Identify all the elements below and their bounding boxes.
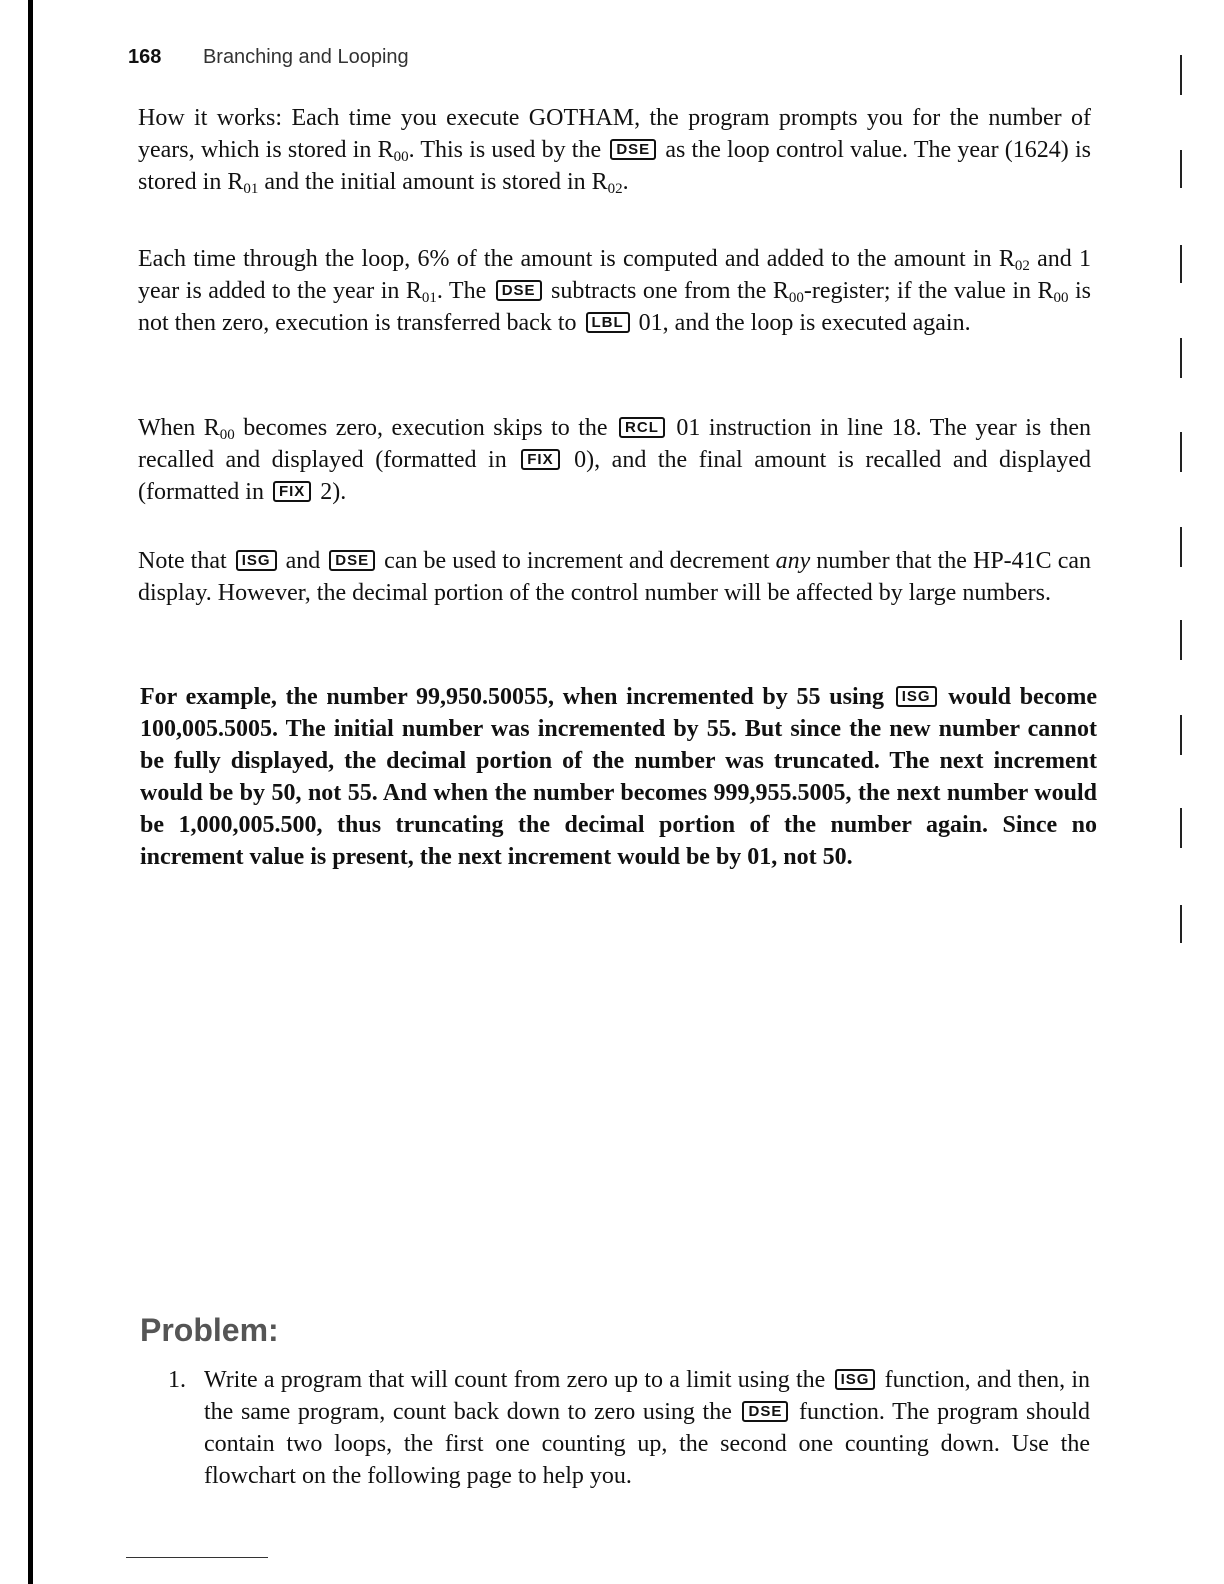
text-run: subtracts one from the R: [544, 278, 789, 304]
fix-key-icon: FIX: [273, 481, 311, 502]
text-run: and: [279, 548, 327, 574]
register-subscript: 01: [421, 290, 437, 306]
fix-key-icon: FIX: [521, 449, 559, 470]
text-run: . The: [436, 278, 493, 304]
text-run: When R: [138, 415, 220, 441]
paragraph-loop-description: [138, 243, 1091, 339]
dse-key-icon: DSE: [496, 280, 542, 301]
text-run: 01 instruction in line 18. The year is then recalled and displayed (formatted in: [138, 415, 1092, 473]
problem-item-number: 1.: [168, 1367, 186, 1393]
dse-key-icon: DSE: [610, 139, 656, 160]
emphasis: any: [775, 548, 811, 574]
text-run: -register; if the value in R: [803, 278, 1054, 304]
dse-key-icon: DSE: [742, 1401, 788, 1422]
section-title: Branching and Looping: [202, 46, 409, 68]
text-run: function. The program should contain two loops, the first one counting up, the second one counting down. Use the flowchart on the following page to help you.: [204, 1399, 1091, 1489]
lbl-key-icon: LBL: [586, 312, 630, 333]
text-run: 01, and the loop is executed again.: [632, 310, 971, 336]
isg-key-icon: ISG: [835, 1369, 876, 1390]
paragraph-loop-exit: [138, 412, 1091, 508]
text-run: . This is used by the: [408, 137, 608, 163]
text-run: Note that: [138, 548, 233, 574]
text-run: For example, the number 99,950.50055, when incremented by 55 using: [140, 684, 893, 710]
text-run: function, and then, in the same program, count back down to zero using the: [204, 1367, 1091, 1425]
page-header: [128, 46, 409, 69]
text-run: and the initial amount is stored in R: [258, 169, 608, 195]
register-subscript: 02: [1014, 258, 1030, 274]
page-number: 168: [128, 46, 162, 68]
text-run: How it works: Each time you execute GOTHAM, the program prompts you for the number of years, which is stored in R: [138, 105, 1091, 163]
text-run: can be used to increment and decrement: [378, 548, 776, 574]
paragraph-example: [140, 681, 1097, 873]
text-run: as the loop control value. The year (1624) is stored in R: [138, 137, 1091, 195]
dse-key-icon: DSE: [329, 550, 375, 571]
text-run: is not then zero, execution is transferred back to: [138, 278, 1091, 336]
text-run: and 1 year is added to the year in R: [138, 246, 1092, 304]
register-subscript: 01: [243, 181, 259, 197]
isg-key-icon: ISG: [896, 686, 937, 707]
register-subscript: 02: [607, 181, 623, 197]
paragraph-isg-dse-note: [138, 545, 1091, 609]
problem-item-text: [204, 1364, 1090, 1492]
scan-margin-marks: [1180, 0, 1184, 1584]
text-run: Each time through the loop, 6% of the amount is computed and added to the amount in R: [138, 246, 1015, 272]
text-run: Write a program that will count from zero up to a limit using the: [204, 1367, 832, 1393]
text-run: would become 100,005.5005. The initial number was incremented by 55. But since the new number cannot be fully displayed, the decimal portion of the number was truncated. The next increment would be by 50, not 55. And when the number becomes 999,955.5005, the next number would be 1,000,005.500, thus truncating the decimal portion of the number again. Since no increment value is present, the next increment would be by 01, not 50.: [140, 684, 1097, 870]
text-run: .: [622, 169, 629, 195]
text-run: becomes zero, execution skips to the: [234, 415, 617, 441]
footnote-rule: [126, 1557, 268, 1558]
register-subscript: 00: [219, 427, 235, 443]
problem-heading: Problem:: [140, 1312, 279, 1348]
text-run: number that the HP-41C can display. However, the decimal portion of the control number will be affected by large numbers.: [138, 548, 1092, 606]
problem-item: [168, 1364, 1090, 1492]
text-run: 2).: [314, 479, 347, 505]
rcl-key-icon: RCL: [619, 417, 665, 438]
paragraph-how-it-works: [138, 102, 1091, 198]
register-subscript: 00: [788, 290, 804, 306]
register-subscript: 00: [1053, 290, 1069, 306]
text-run: 0), and the final amount is recalled and displayed (formatted in: [138, 447, 1091, 505]
page-edge-shadow: [28, 0, 33, 1584]
isg-key-icon: ISG: [236, 550, 277, 571]
register-subscript: 00: [393, 149, 409, 165]
